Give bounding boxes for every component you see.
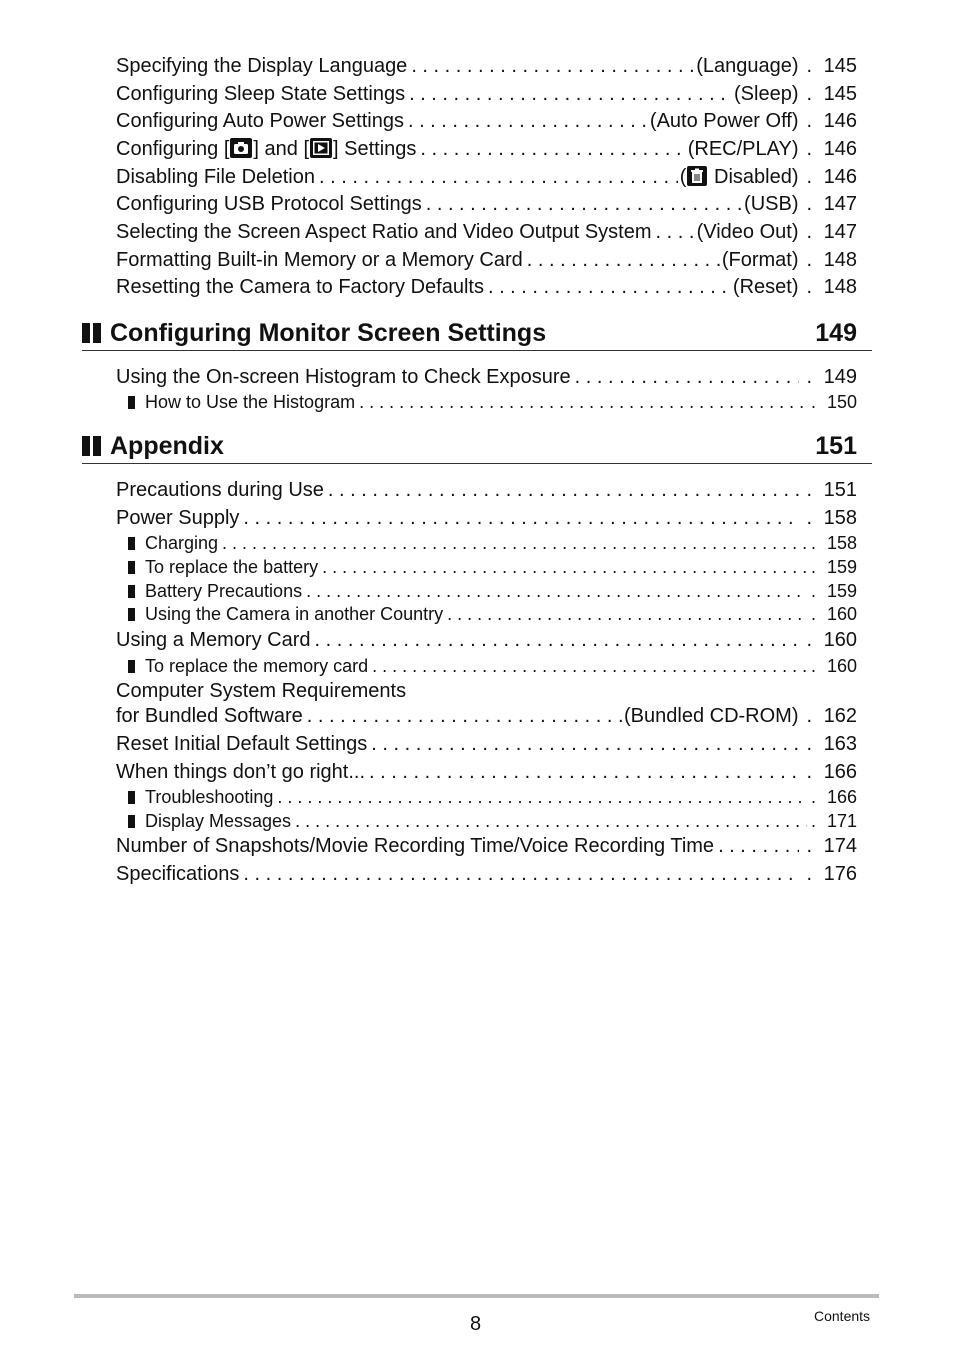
toc-entry-label: (REC/PLAY) — [687, 138, 799, 160]
dot-leader — [315, 165, 678, 189]
toc-entry-page: . 160 — [807, 655, 857, 677]
toc-entry-title: When things don’t go right... — [116, 761, 366, 783]
footer-divider — [74, 1294, 879, 1298]
toc-entry-title: To replace the memory card — [145, 656, 369, 676]
dot-leader — [407, 54, 694, 78]
toc-subentry-battery-precautions[interactable] — [128, 580, 857, 602]
toc-entry-page: . 149 — [799, 365, 858, 389]
toc-entry-title-line1: Computer System Requirements — [116, 680, 407, 702]
dot-leader — [443, 603, 807, 625]
toc-entry-page: . 145 — [799, 82, 858, 106]
toc-entry-things-go-wrong[interactable] — [116, 760, 857, 784]
bullet-icon — [128, 791, 135, 804]
toc-entry-title: Using the Camera in another Country — [145, 604, 444, 624]
toc-entry-title: Formatting Built-in Memory or a Memory Card — [116, 249, 523, 271]
toc-subentry-troubleshooting[interactable] — [128, 786, 857, 808]
dot-leader — [291, 810, 807, 832]
toc-entry-title: Troubleshooting — [145, 787, 274, 807]
toc-entry-page: . 166 — [807, 786, 857, 808]
toc-entry-page: . 162 — [799, 704, 858, 728]
toc-entry-label: (Bundled CD-ROM) — [624, 705, 799, 727]
toc-entry-page: . 145 — [799, 54, 858, 78]
dot-leader — [239, 506, 798, 530]
toc-subentry-charging[interactable] — [128, 532, 857, 554]
dot-leader — [714, 834, 798, 858]
section-marker-icon — [82, 436, 101, 456]
bullet-icon — [128, 608, 135, 621]
dot-leader — [218, 532, 807, 554]
toc-entry-title: Power Supply — [116, 507, 240, 529]
toc-entry-label: (Auto Power Off) — [649, 110, 799, 132]
section-marker-icon — [82, 323, 101, 343]
toc-entry-video-out[interactable] — [116, 220, 857, 244]
toc-entry-title: Configuring Auto Power Settings — [116, 110, 404, 132]
dot-leader — [311, 628, 799, 652]
toc-entry-page: . 158 — [799, 506, 858, 530]
dot-leader — [404, 109, 648, 133]
toc-entry-page: . 148 — [799, 275, 858, 299]
dot-leader — [416, 137, 685, 161]
toc-entry-title-part: ] and [ — [253, 138, 310, 160]
toc-entry-usb[interactable] — [116, 192, 857, 216]
toc-entry-power-supply[interactable] — [116, 506, 857, 530]
dot-leader — [303, 704, 622, 728]
section-title: Configuring Monitor Screen Settings — [110, 318, 547, 347]
toc-entry-title: Specifying the Display Language — [116, 55, 408, 77]
toc-entry-title: How to Use the Histogram — [145, 392, 356, 412]
section-title: Appendix — [110, 431, 224, 460]
toc-entry-title: Resetting the Camera to Factory Defaults — [116, 276, 484, 298]
toc-entry-memory-card[interactable] — [116, 628, 857, 652]
dot-leader — [422, 192, 742, 216]
toc-entry-label: (Format) — [721, 249, 799, 271]
toc-entry-title: Battery Precautions — [145, 581, 303, 601]
toc-entry-label: (Sleep) — [734, 83, 799, 105]
dot-leader — [405, 82, 732, 106]
toc-entry-label: (Video Out) — [696, 221, 799, 243]
toc-entry-title-part: ] Settings — [333, 138, 417, 160]
section-heading-appendix[interactable] — [82, 429, 872, 464]
dot-leader — [355, 391, 807, 413]
toc-entry-system-requirements[interactable] — [116, 704, 857, 728]
bullet-icon — [128, 815, 135, 828]
toc-entry-precautions[interactable] — [116, 478, 857, 502]
toc-entry-language[interactable] — [116, 54, 857, 78]
trash-icon — [687, 166, 707, 186]
section-heading-monitor[interactable] — [82, 316, 872, 351]
toc-entry-page: . 159 — [807, 556, 857, 578]
toc-subentry-another-country[interactable] — [128, 603, 857, 625]
toc-subentry-replace-battery[interactable] — [128, 556, 857, 578]
dot-leader — [365, 760, 798, 784]
toc-entry-delete-disabled[interactable] — [116, 165, 857, 189]
toc-entry-page: . 163 — [799, 732, 858, 756]
toc-entry-rec-play[interactable] — [116, 137, 857, 161]
toc-entry-format[interactable] — [116, 248, 857, 272]
toc-entry-page: . 147 — [799, 192, 858, 216]
toc-entry-auto-power[interactable] — [116, 109, 857, 133]
toc-entry-page: . 146 — [799, 165, 858, 189]
dot-leader — [484, 275, 731, 299]
toc-entry-page: . 148 — [799, 248, 858, 272]
toc-entry-title: Configuring Sleep State Settings — [116, 83, 406, 105]
toc-entry-title: Precautions during Use — [116, 479, 324, 501]
section-page: 151 — [815, 431, 857, 460]
toc-entry-specifications[interactable] — [116, 862, 857, 886]
dot-leader — [302, 580, 807, 602]
bullet-icon — [128, 660, 135, 673]
toc-entry-page: . 174 — [799, 834, 858, 858]
toc-entry-title: Number of Snapshots/Movie Recording Time/Voice Recording Time — [116, 835, 715, 857]
footer-page-number: 8 — [470, 1313, 482, 1335]
toc-entry-title: To replace the battery — [145, 557, 319, 577]
toc-entry-page: . 176 — [799, 862, 858, 886]
toc-entry-title — [116, 137, 416, 161]
dot-leader — [367, 732, 798, 756]
section-page: 149 — [815, 318, 857, 347]
toc-subentry-display-messages[interactable] — [128, 810, 857, 832]
toc-entry-reset-defaults[interactable] — [116, 732, 857, 756]
dot-leader — [239, 862, 798, 886]
toc-entry-title: Reset Initial Default Settings — [116, 733, 368, 755]
toc-entry-page: . 146 — [799, 109, 858, 133]
toc-entry-title: Disabling File Deletion — [116, 166, 315, 188]
toc-entry-title: Configuring USB Protocol Settings — [116, 193, 422, 215]
toc-entry-title-part: Configuring [ — [116, 138, 230, 160]
toc-entry-title: Display Messages — [145, 811, 292, 831]
toc-entry-label: (Reset) — [732, 276, 799, 298]
toc-subentry-histogram-use[interactable] — [128, 391, 857, 413]
toc-entry-page: . 171 — [807, 810, 857, 832]
dot-leader — [368, 655, 807, 677]
toc-entry-page: . 160 — [799, 628, 858, 652]
dot-leader — [523, 248, 720, 272]
dot-leader — [324, 478, 799, 502]
play-icon — [310, 138, 332, 158]
toc-entry-title: for Bundled Software — [116, 705, 303, 727]
bullet-icon — [128, 561, 135, 574]
toc-entry-page: . 146 — [799, 137, 858, 161]
dot-leader — [273, 786, 807, 808]
toc-entry-histogram-check[interactable] — [116, 365, 857, 389]
toc-entry-page: . 150 — [807, 391, 857, 413]
dot-leader — [318, 556, 807, 578]
toc-entry-title: Charging — [145, 533, 219, 553]
toc-entry-label: (USB) — [744, 193, 799, 215]
dot-leader — [571, 365, 799, 389]
toc-entry-reset[interactable] — [116, 275, 857, 299]
toc-entry-sleep[interactable] — [116, 82, 857, 106]
footer-section-label: Contents — [814, 1308, 871, 1324]
bullet-icon — [128, 585, 135, 598]
toc-entry-title: Specifications — [116, 863, 240, 885]
toc-entry-label: (Language) — [696, 55, 799, 77]
toc-entry-page: . 159 — [807, 580, 857, 602]
toc-entry-page: . 147 — [799, 220, 858, 244]
toc-entry-page: . 158 — [807, 532, 857, 554]
toc-entry-title: Selecting the Screen Aspect Ratio and Video Output System — [116, 221, 652, 243]
bullet-icon — [128, 396, 135, 409]
bullet-icon — [128, 537, 135, 550]
toc-entry-number-of-snapshots[interactable] — [116, 834, 857, 858]
toc-subentry-replace-memory-card[interactable] — [128, 655, 857, 677]
toc-entry-label — [678, 165, 799, 189]
toc-entry-label-part: Disabled) — [708, 166, 799, 188]
toc-entry-page: . 166 — [799, 760, 858, 784]
camera-icon — [230, 138, 252, 158]
toc-entry-page: . 160 — [807, 603, 857, 625]
toc-entry-title: Using a Memory Card — [116, 629, 311, 651]
toc-entry-title: Using the On-screen Histogram to Check Exposure — [116, 366, 571, 388]
toc-entry-page: . 151 — [799, 478, 858, 502]
dot-leader — [652, 220, 695, 244]
toc-entry-label-part: ( — [679, 166, 687, 188]
